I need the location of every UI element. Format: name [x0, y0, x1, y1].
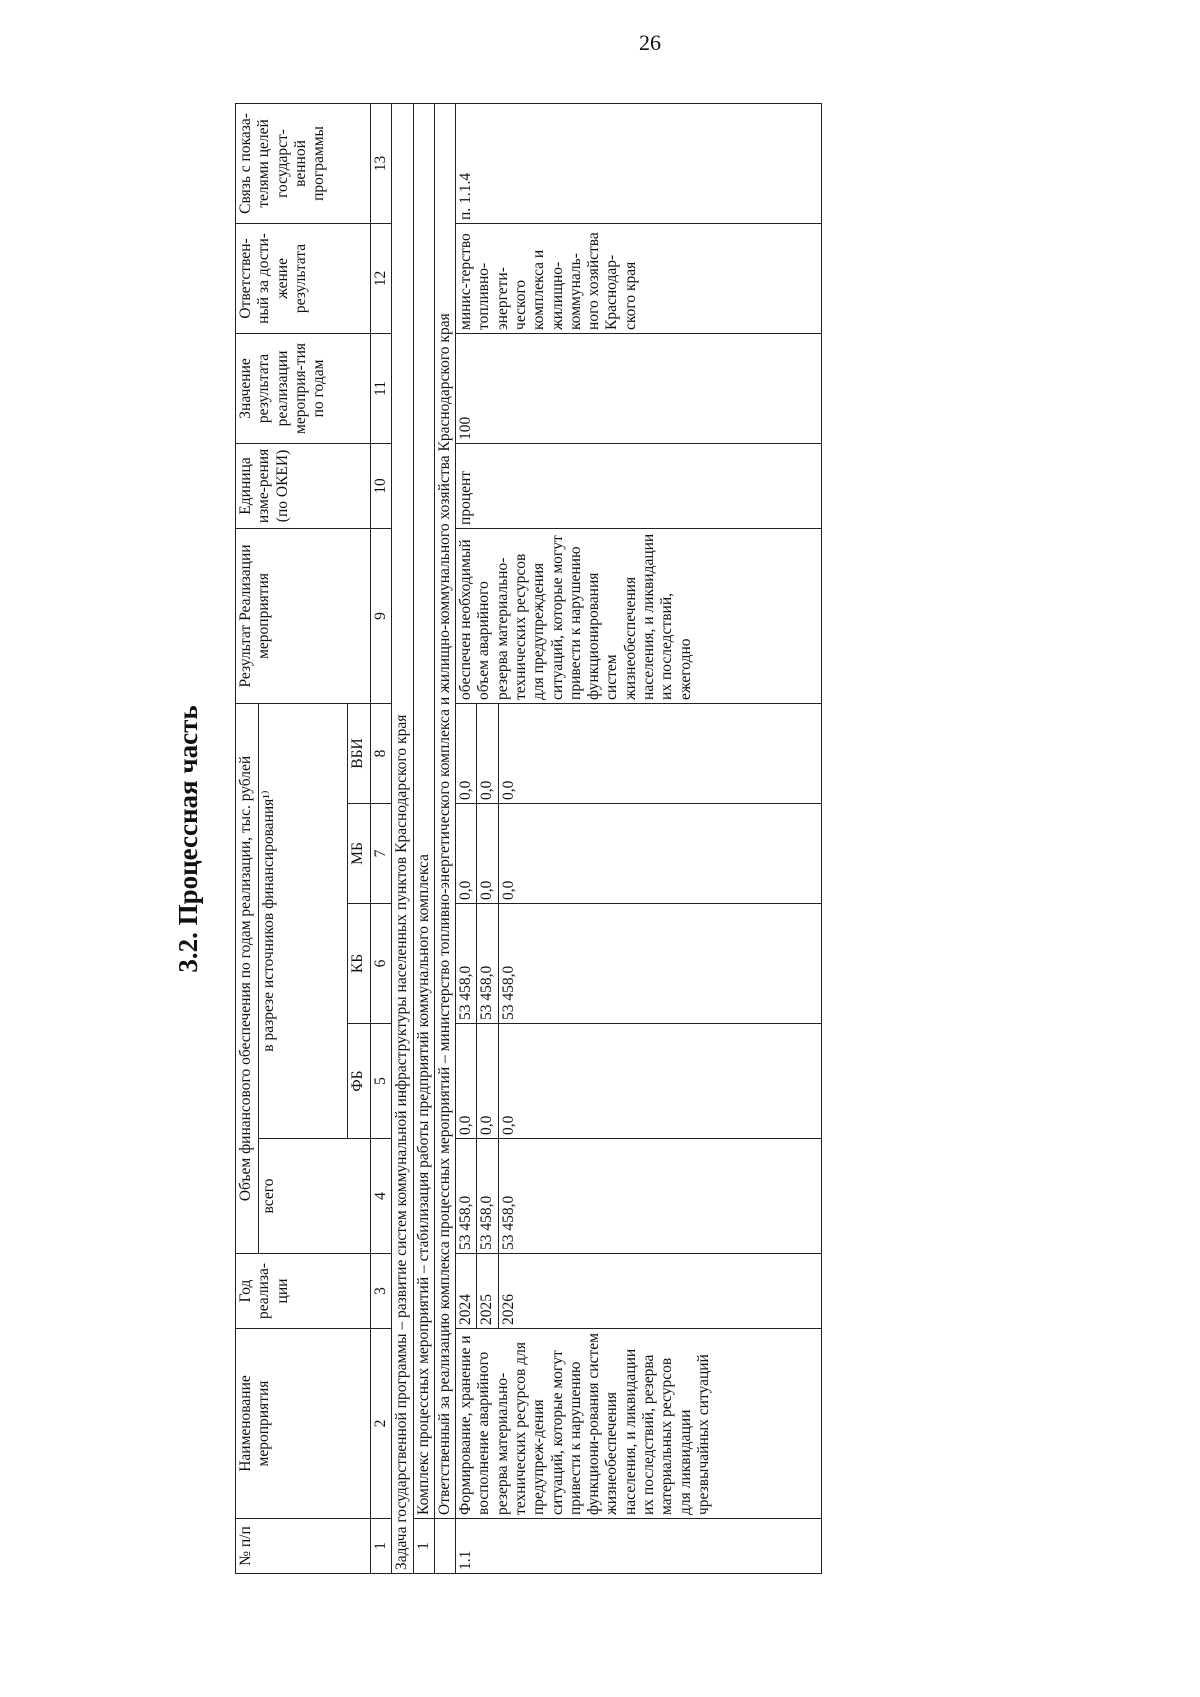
process-table	[235, 103, 822, 1574]
item-total: 53 458,0	[498, 1139, 519, 1254]
header-name: Наименование мероприятия	[236, 1329, 371, 1519]
header-link: Связь с показа-телями целей государст-венной программы	[236, 103, 371, 223]
item-vbi: 0,0	[477, 703, 498, 803]
col-number: 8	[371, 703, 392, 803]
header-vbi: ВБИ	[348, 703, 371, 803]
item-year: 2026	[498, 1254, 519, 1329]
header-row-top	[236, 103, 259, 1573]
item-row-2024	[456, 103, 477, 1573]
item-fb: 0,0	[456, 1024, 477, 1139]
header-result: Результат Реализации мероприятия	[236, 528, 371, 703]
item-kb: 53 458,0	[498, 904, 519, 1024]
item-total: 53 458,0	[477, 1139, 498, 1254]
item-responsible: минис-терство топливно-энергети-ческого комплекса и жилищно-коммуналь-ного хозяйства Краснодар-ского края	[456, 223, 822, 333]
item-total: 53 458,0	[456, 1139, 477, 1254]
header-kb: КБ	[348, 904, 371, 1024]
item-result: обеспечен необходимый объем аварийного резерва материально-технических ресурсов для предупреждения ситуаций, которые могут привести к нарушению функционирования систем жизнеобеспечения населения, и ликвидации их последствий, ежегодно	[456, 528, 822, 703]
col-number: 5	[371, 1024, 392, 1139]
item-mb: 0,0	[477, 804, 498, 904]
header-responsible: Ответствен-ный за дости-жение результата	[236, 223, 371, 333]
col-number: 7	[371, 804, 392, 904]
item-year: 2024	[456, 1254, 477, 1329]
header-value: Значение результата реализации мероприя-тия по годам	[236, 333, 371, 443]
task-row	[392, 103, 413, 1573]
section-heading: 3.2. Процессная часть	[173, 705, 203, 973]
responsible-text: Ответственный за реализацию комплекса процессных мероприятий – министерство топливно-энергетического комплекса и жилищно-коммунального хозяйства Краснодарского края	[434, 103, 455, 1518]
header-fb: ФБ	[348, 1024, 371, 1139]
complex-num: 1	[413, 1519, 434, 1574]
col-number: 10	[371, 443, 392, 528]
item-mb: 0,0	[456, 804, 477, 904]
complex-text: Комплекс процессных мероприятий – стабилизация работы предприятий коммунального комплекса	[413, 103, 434, 1518]
item-kb: 53 458,0	[477, 904, 498, 1024]
col-number: 2	[371, 1329, 392, 1519]
item-year: 2025	[477, 1254, 498, 1329]
item-kb: 53 458,0	[456, 904, 477, 1024]
col-number: 11	[371, 333, 392, 443]
header-financing-sub: в разрезе источников финансирования¹⁾	[259, 703, 348, 1138]
header-total: всего	[259, 1139, 371, 1254]
item-fb: 0,0	[498, 1024, 519, 1139]
header-financing-group: Объем финансового обеспечения по годам реализации, тыс. рублей	[236, 703, 259, 1253]
col-number: 12	[371, 223, 392, 333]
task-text: Задача государственной программы – развитие систем коммунальной инфраструктуры населенных пунктов Краснодарского края	[392, 103, 413, 1573]
item-mb: 0,0	[498, 804, 519, 904]
complex-row	[413, 103, 434, 1573]
item-fb: 0,0	[477, 1024, 498, 1139]
col-number: 6	[371, 904, 392, 1024]
col-number: 4	[371, 1139, 392, 1254]
responsible-row	[434, 103, 455, 1573]
item-name: Формирование, хранение и восполнение аварийного резерва материально-технических ресурсов для предупреж-дения ситуаций, которые могут привести к нарушению функциони-рования систем жизнеобеспечения населения, и ликвидации их последствий, резерва материальных ресурсов для ликвидации чрезвычайных ситуаций	[456, 1329, 822, 1519]
item-value: 100	[456, 333, 822, 443]
page-number: 26	[639, 30, 661, 55]
item-num: 1.1	[456, 1519, 822, 1574]
rotated-content	[173, 104, 1105, 1574]
col-number: 13	[371, 103, 392, 223]
header-unit: Единица изме-рения (по ОКЕИ)	[236, 443, 371, 528]
header-num: № п/п	[236, 1519, 371, 1574]
header-year: Год реализа-ции	[236, 1254, 371, 1329]
col-number: 3	[371, 1254, 392, 1329]
header-mb: МБ	[348, 804, 371, 904]
item-vbi: 0,0	[498, 703, 519, 803]
item-link: п. 1.1.4	[456, 103, 822, 223]
column-number-row	[371, 103, 392, 1573]
col-number: 1	[371, 1519, 392, 1574]
item-unit: процент	[456, 443, 822, 528]
col-number: 9	[371, 528, 392, 703]
item-vbi: 0,0	[456, 703, 477, 803]
